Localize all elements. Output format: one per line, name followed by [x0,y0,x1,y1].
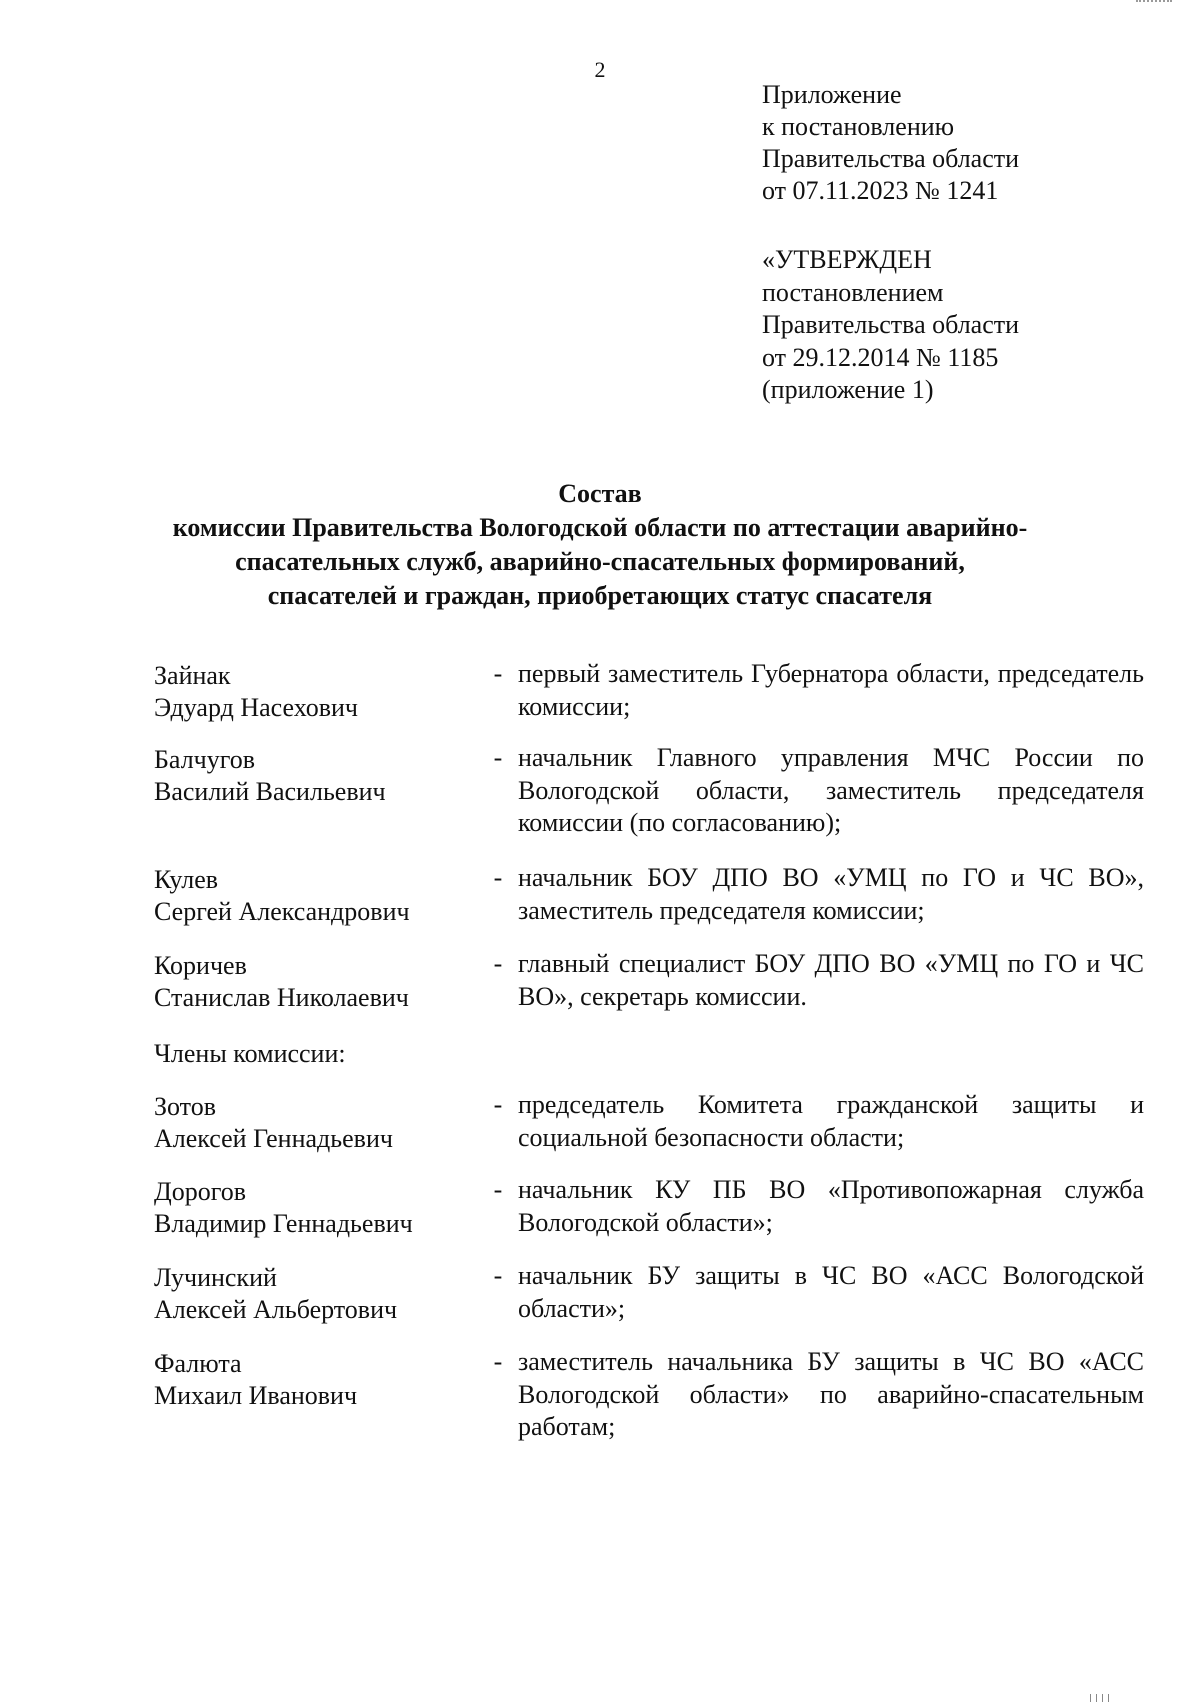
member-name [154,864,474,928]
approval-line: «УТВЕРЖДЕН [762,245,932,274]
title-line: спасателей и граждан, приобретающих статус спасателя [267,581,933,610]
member-role: начальник БОУ ДПО ВО «УМЦ по ГО и ЧС ВО», заместитель председателя комиссии; [518,863,1144,925]
approval-line: от 29.12.2014 № 1185 [762,342,999,372]
member-given-names: Эдуард Насехович [154,693,358,722]
member-name [154,950,474,1014]
entry-dash: - [493,659,503,688]
entry-dash: - [493,1347,503,1376]
member-surname: Балчугов [154,745,256,774]
member-name [154,1176,474,1240]
member-given-names: Алексей Геннадьевич [154,1124,393,1153]
member-given-names: Алексей Альбертович [154,1295,398,1324]
member-surname: Лучинский [154,1263,277,1292]
member-role: председатель Комитета гражданской защиты и социальной безопасности области; [518,1090,1144,1152]
title-line: Состав [558,479,642,508]
member-surname: Фалюта [154,1349,242,1378]
members-heading: Члены комиссии: [154,1039,346,1068]
member-role: главный специалист БОУ ДПО ВО «УМЦ по ГО и ЧС ВО», секретарь комиссии. [518,949,1144,1011]
entry-dash: - [493,1090,503,1119]
member-name [154,744,474,808]
member-name [154,1262,474,1326]
title-line: спасательных служб, аварийно-спасательных формирований, [235,547,965,576]
approval-block [762,244,1019,407]
entry-dash: - [493,1175,503,1204]
annex-line: Приложение [762,80,902,109]
entry-dash: - [493,743,503,772]
member-given-names: Василий Васильевич [154,777,386,806]
document-title [0,477,1200,613]
entry-dash: - [493,949,503,978]
member-name [154,660,474,724]
member-given-names: Михаил Иванович [154,1381,358,1410]
entry-dash: - [493,1261,503,1290]
member-given-names: Сергей Александрович [154,897,410,926]
annex-block [762,79,1019,207]
member-given-names: Станислав Николаевич [154,983,409,1012]
member-name [154,1091,474,1155]
member-role: начальник Главного управления МЧС России по Вологодской области, заместитель председателя комиссии (по согласованию); [518,743,1144,837]
member-surname: Зайнак [154,661,231,690]
scan-mark-bottom [1090,1689,1170,1697]
member-surname: Дорогов [154,1177,247,1206]
annex-line: Правительства области [762,144,1020,173]
scan-mark-top [1136,0,1172,5]
member-role: первый заместитель Губернатора области, председатель комиссии; [518,659,1144,721]
member-surname: Зотов [154,1092,216,1121]
approval-line: постановлением [762,277,944,307]
approval-line: Правительства области [762,310,1020,339]
annex-line: от 07.11.2023 № 1241 [762,176,999,205]
entry-dash: - [493,863,503,892]
member-surname: Коричев [154,951,247,980]
approval-line: (приложение 1) [762,375,934,404]
member-role: начальник БУ защиты в ЧС ВО «АСС Вологодской области»; [518,1261,1144,1323]
member-given-names: Владимир Геннадьевич [154,1209,413,1238]
member-surname: Кулев [154,865,219,894]
title-line: комиссии Правительства Вологодской области по аттестации аварийно- [172,513,1028,542]
member-name [154,1348,474,1412]
member-role: начальник КУ ПБ ВО «Противопожарная служба Вологодской области»; [518,1175,1144,1237]
page-number: 2 [594,57,606,82]
member-role: заместитель начальника БУ защиты в ЧС ВО «АСС Вологодской области» по аварийно-спасательным работам; [518,1347,1144,1441]
annex-line: к постановлению [762,112,955,141]
